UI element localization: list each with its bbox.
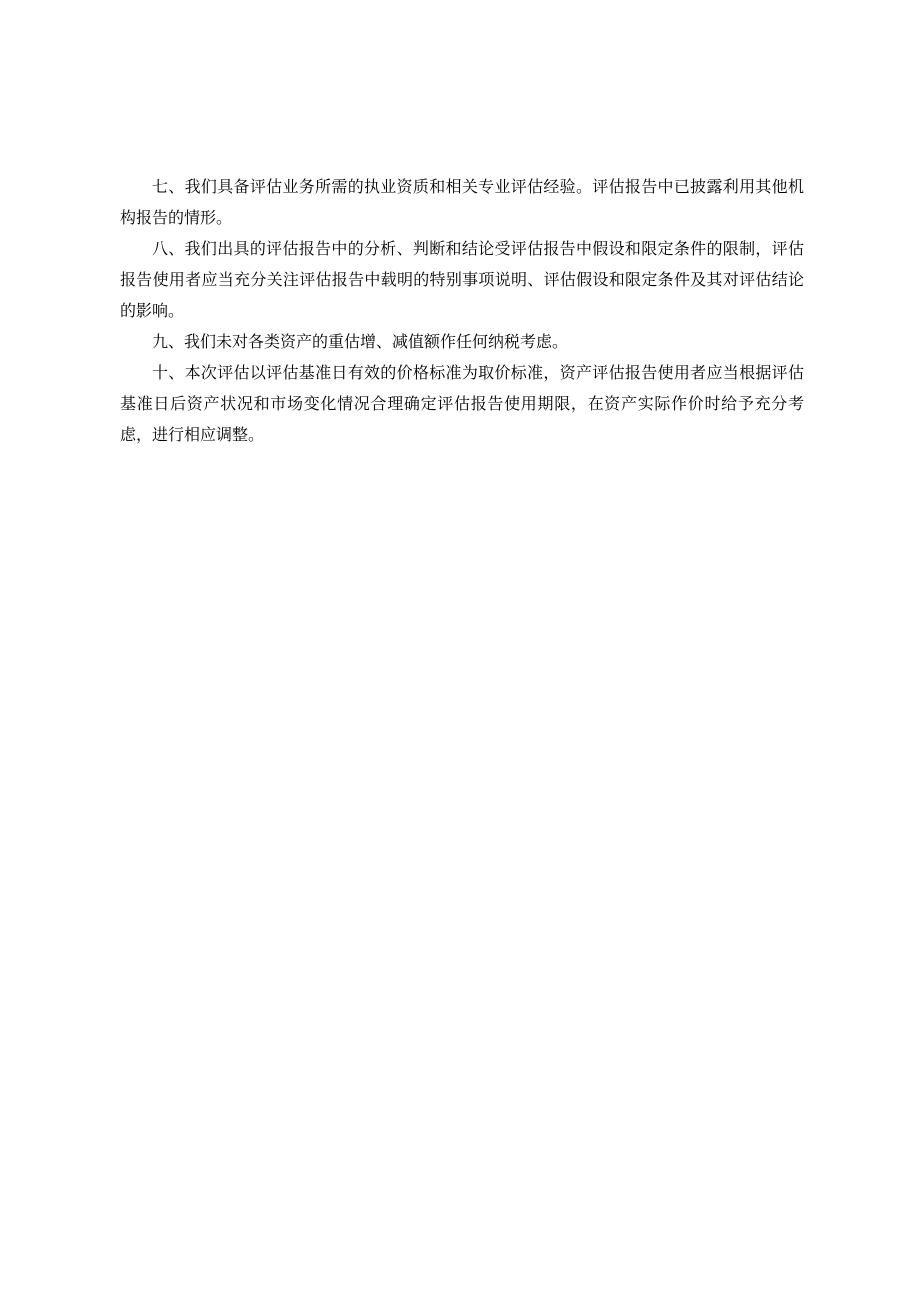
paragraph-10: 十、本次评估以评估基准日有效的价格标准为取价标准，资产评估报告使用者应当根据评估基准日后资产状况和市场变化情况合理确定评估报告使用期限，在资产实际作价时给予充分考虑，进行相应调整。 <box>120 363 804 444</box>
document-body <box>120 171 804 450</box>
paragraph-9: 九、我们未对各类资产的重估增、减值额作任何纳税考虑。 <box>152 332 569 351</box>
paragraph-7: 七、我们具备评估业务所需的执业资质和相关专业评估经验。评估报告中已披露利用其他机构报告的情形。 <box>120 177 804 227</box>
paragraph-8: 八、我们出具的评估报告中的分析、判断和结论受评估报告中假设和限定条件的限制，评估报告使用者应当充分关注评估报告中载明的特别事项说明、评估假设和限定条件及其对评估结论的影响。 <box>120 239 804 320</box>
